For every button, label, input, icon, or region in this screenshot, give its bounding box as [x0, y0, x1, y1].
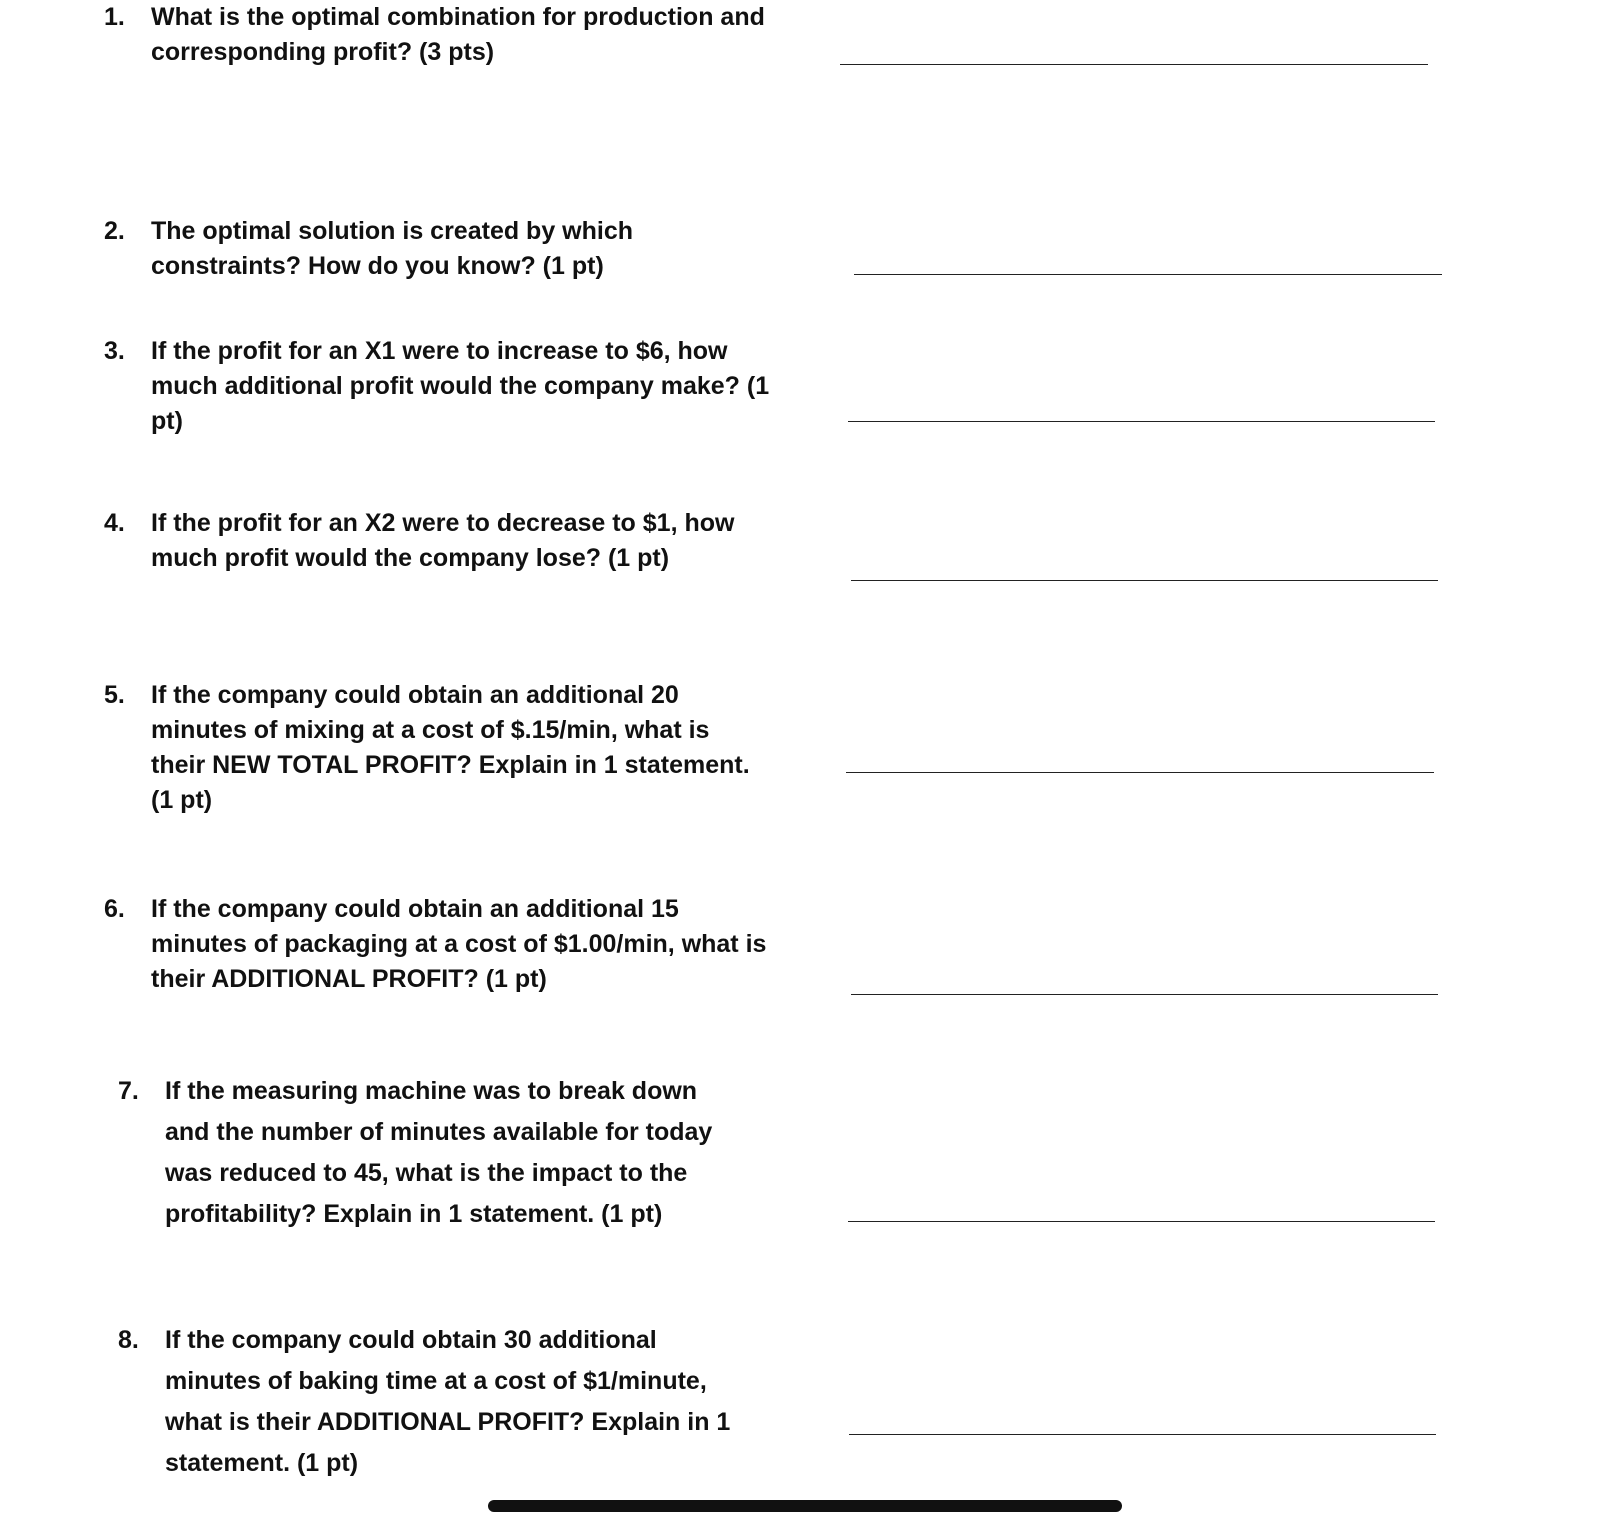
home-indicator[interactable]: [488, 1500, 1122, 1512]
question-text: If the measuring machine was to break down and the number of minutes available for today was reduced to 45, what is the impact to the profitability? Explain in 1 statement. (1 pt): [165, 1077, 713, 1228]
answer-line-6[interactable]: [851, 994, 1438, 995]
question-number: 1.: [104, 3, 125, 31]
question-number: 5.: [104, 681, 125, 709]
answer-line-5[interactable]: [846, 772, 1434, 773]
question-number: 6.: [104, 895, 125, 923]
question-number: 2.: [104, 217, 125, 245]
question-text: If the profit for an X1 were to increase to $6, how much additional profit would the company make? (1 pt): [151, 337, 770, 435]
question-text: If the profit for an X2 were to decrease to $1, how much profit would the company lose? (1 pt): [151, 509, 735, 572]
question-text: If the company could obtain 30 additional minutes of baking time at a cost of $1/minute, what is their ADDITIONAL PROFIT? Explain in 1 statement. (1 pt): [165, 1326, 731, 1477]
question-number: 7.: [118, 1077, 139, 1105]
question-number: 3.: [104, 337, 125, 365]
answer-line-7[interactable]: [848, 1221, 1435, 1222]
answer-line-2[interactable]: [854, 274, 1442, 275]
answer-line-4[interactable]: [851, 580, 1438, 581]
question-text: If the company could obtain an additional 15 minutes of packaging at a cost of $1.00/min, what is their ADDITIONAL PROFIT? (1 pt): [151, 895, 767, 993]
question-text: The optimal solution is created by which constraints? How do you know? (1 pt): [151, 217, 634, 280]
question-text: If the company could obtain an additional 20 minutes of mixing at a cost of $.15/min, what is their NEW TOTAL PROFIT? Explain in 1 statement. (1 pt): [151, 681, 750, 814]
answer-line-8[interactable]: [849, 1434, 1436, 1435]
question-text: What is the optimal combination for production and corresponding profit? (3 pts): [151, 3, 765, 66]
answer-line-3[interactable]: [848, 421, 1435, 422]
question-number: 8.: [118, 1326, 139, 1354]
answer-line-1[interactable]: [840, 64, 1428, 65]
question-number: 4.: [104, 509, 125, 537]
